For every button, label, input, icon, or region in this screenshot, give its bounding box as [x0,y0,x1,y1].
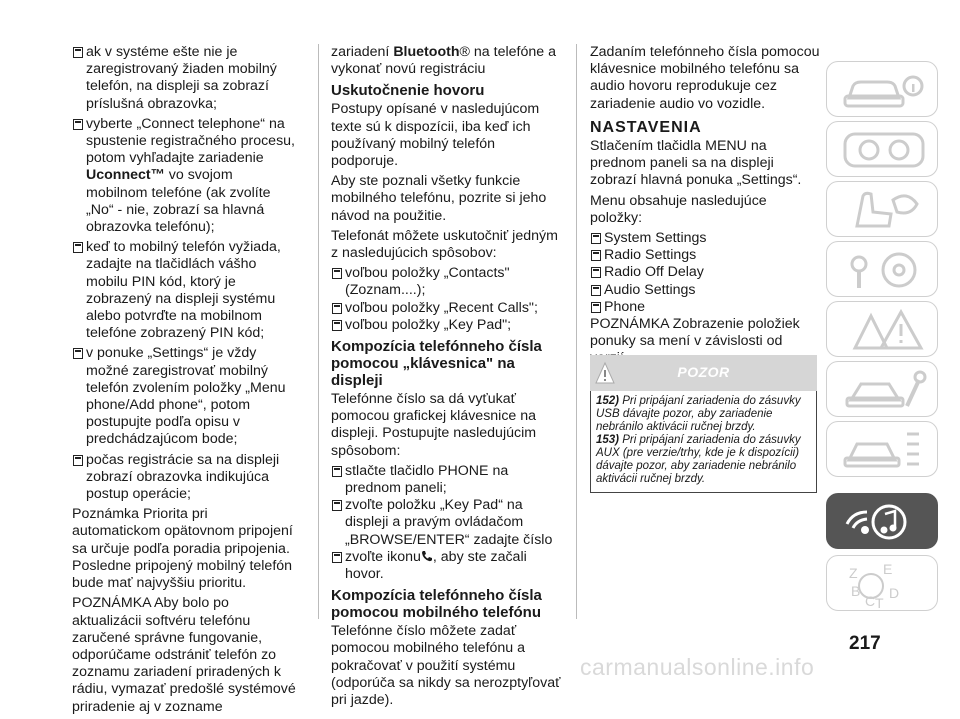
bullet-icon [332,466,342,477]
bullet-icon [591,285,601,296]
technical-data-icon [827,422,939,478]
warning-header [590,355,817,391]
index-letter: D [889,585,900,601]
list-item: Audio Settings [590,282,822,299]
bullet-icon [332,500,342,511]
warning-title: POZOR [677,364,730,380]
paragraph: Telefonát môžete uskutočniť jedným z nasledujúcich spôsobov: [331,227,558,262]
index-letter: B [851,583,861,599]
list-item: voľbou položky „Recent Calls"; [331,300,563,317]
warning-box [590,355,817,493]
seat-safety-icon [827,182,939,238]
chapter-tab-dashboard[interactable] [826,121,938,177]
paragraph: Telefónne číslo sa dá vyťukať pomocou grafickej klávesnice na displeji. Postupujte nasledujúcim spôsobom: [331,391,537,459]
car-info-icon [827,62,939,118]
list-item: Radio Settings [590,247,822,264]
bullet-icon [73,348,83,359]
bullet-icon [332,320,342,331]
paragraph: Stlačením tlačidla MENU na prednom paneli sa na displeji zobrazí hlavná ponuka „Settings“. [590,138,802,189]
bullet-icon [332,303,342,314]
index-letter: Z [849,565,858,581]
bullet-icon [591,267,601,278]
column-1 [72,44,298,719]
maintenance-icon [827,362,939,418]
bullet-icon [591,302,601,313]
paragraph: Telefónne číslo môžete zadať pomocou mobilného telefónu a pokračovať v použití systému (odporúča sa nikdy sa nerozptyľovať pri jazde). [331,623,561,709]
bullet-icon [332,552,342,563]
settings-list [590,230,822,316]
dashboard-icon [827,122,939,178]
index-icon [827,556,939,612]
list-item: počas registrácie sa na displeji zobrazí obrazovka indikujúca postup operácie; [72,452,298,504]
bullet-icon [591,250,601,261]
column-2 [331,44,563,712]
chapter-tab-multimedia[interactable] [826,493,938,549]
chapter-tab-technical-data[interactable] [826,421,938,477]
list-item: System Settings [590,230,822,247]
list-item: keď to mobilný telefón vyžiada, zadajte na tlačidlách vášho mobilu PIN kód, ktorý je zobrazený na displeji systému alebo potvrďte na mobilnom telefóne zobrazený PIN kód; [72,239,298,342]
paragraph: Zadaním telefónneho čísla pomocou klávesnice mobilného telefónu sa audio hovoru reprodukuje cez zariadenie audio vo vozidle. [590,44,820,112]
list-item: stlačte tlačidlo PHONE na prednom paneli; [331,463,563,497]
note-paragraph: POZNÁMKA Zobrazenie položiek ponuky sa mení v závislosti od [590,316,800,350]
column-divider [318,44,319,619]
list-item: ak v systéme ešte nie je zaregistrovaný žiaden mobilný telefón, na displeji sa zobrazí príslušná obrazovka; [72,44,298,113]
chapter-tab-index[interactable] [826,555,938,611]
note-paragraph: POZNÁMKA Aby bolo po aktualizácii softvéru telefónu zaručené správne fungovanie, odporúčame odstrániť telefón zo zoznamu zariadení priradených k rádiu, vymazať predošlé systémové priradenie aj v zozname [72,595,296,715]
list-item: voľbou položky „Key Pad"; [331,317,563,334]
paragraph: zariadení Bluetooth® na telefóne a vykonať novú registráciu [331,44,556,78]
section-heading: Kompozícia telefónneho čísla pomocou mobilného telefónu [331,587,542,622]
bullet-icon [73,242,83,253]
list-item: vyberte „Connect telephone“ na spustenie registračného procesu, potom vyhľadajte zariadenie Uconnect™ vo svojom mobilnom telefóne (ak zvolíte „No“ - nie, zobrazí sa hlavná obrazovka telefónu); [72,116,298,236]
watermark: carmanualsonline.info [580,654,815,680]
warning-item: 153) Pri pripájaní zariadenia do zásuvky AUX (pre verzie/trhy, kde je k dispozícii) dávajte pozor, aby zariadenie nebránilo aktivácii ručnej brzdy. [596,434,801,485]
chapter-tab-emergency[interactable] [826,301,938,357]
column-3 [590,44,822,371]
bullet-icon [73,455,83,466]
bullet-icon [73,47,83,58]
index-letter: E [883,561,893,577]
list-item: voľbou položky „Contacts" (Zoznam....); [331,265,563,299]
paragraph: Postupy opísané v nasledujúcom texte sú k dispozícii, iba keď ich používaný mobilný telefón podporuje. [331,101,540,170]
steering-key-icon [827,242,939,298]
bullet-icon [73,119,83,130]
chapter-tab-car-info[interactable] [826,61,938,117]
note-paragraph: Poznámka Priorita pri automatickom opätovnom pripojení sa určuje podľa poradia pripojenia. Posledne pripojený mobilný telefón bude mať najvyššiu prioritu. [72,506,293,592]
list-item: v ponuke „Settings“ je vždy možné zaregistrovať mobilný telefón zvolením položky „Menu phone/Add phone“, potom postupujte podľa opisu v predchádzajúcom bode; [72,345,298,448]
page-number: 217 [849,633,881,654]
multimedia-icon [827,494,939,550]
list-item: Phone [590,299,822,316]
bullet-icon [332,268,342,279]
chapter-tab-maintenance[interactable] [826,361,938,417]
index-letter: T [875,595,884,611]
list-item: zvoľte položku „Key Pad“ na displeji a pravým ovládačom „BROWSE/ENTER“ zadajte číslo [331,497,563,549]
chapter-tab-safety[interactable] [826,181,938,237]
warning-triangle-icon [827,302,939,358]
warning-body [590,391,817,493]
chapter-tab-starting[interactable] [826,241,938,297]
phone-icon [421,550,433,562]
paragraph: Menu obsahuje nasledujúce položky: [590,192,767,226]
section-heading: NASTAVENIA [590,118,702,136]
index-letter: C [865,593,876,609]
section-heading: Kompozícia telefónneho čísla pomocou „klávesnica" na displeji [331,338,542,390]
list-item: zvoľte ikonu , aby ste začali hovor. [331,549,563,583]
list-item: Radio Off Delay [590,264,822,281]
bullet-icon [591,233,601,244]
warning-item: 152) Pri pripájaní zariadenia do zásuvky USB dávajte pozor, aby zariadenie nebránilo aktivácii ručnej brzdy. [596,395,801,433]
column-divider [576,44,577,619]
section-heading: Uskutočnenie hovoru [331,82,485,100]
paragraph: Aby ste poznali všetky funkcie mobilného telefónu, pozrite si jeho návod na použitie. [331,173,547,224]
